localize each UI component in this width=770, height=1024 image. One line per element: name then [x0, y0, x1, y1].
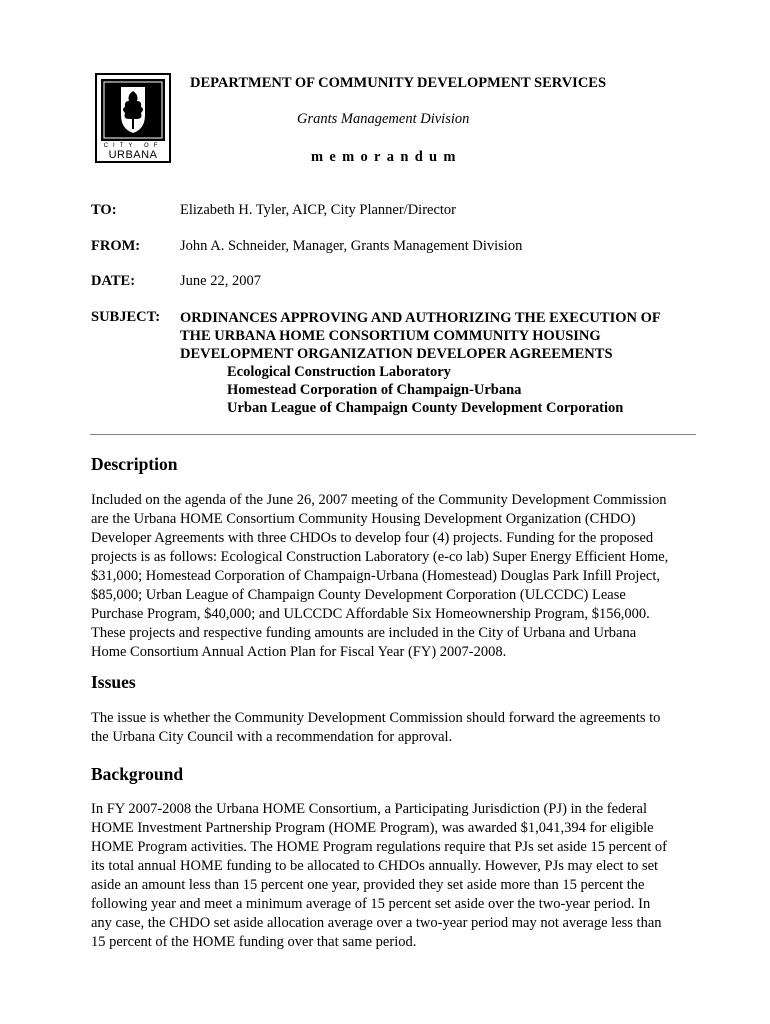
paragraph-line: Included on the agenda of the June 26, 2007 meeting of the Community Development Commission — [91, 492, 667, 508]
document-type: memorandum — [311, 149, 462, 165]
paragraph-line: $31,000; Homestead Corporation of Champaign-Urbana (Homestead) Douglas Park Infill Project, — [91, 568, 660, 584]
issues-paragraph — [91, 709, 660, 747]
paragraph-line: The issue is whether the Community Development Commission should forward the agreements to — [91, 710, 661, 726]
logo-urbana-text: URBANA — [108, 149, 158, 161]
issues-heading: Issues — [91, 672, 136, 692]
from-value: John A. Schneider, Manager, Grants Management Division — [180, 238, 523, 254]
paragraph-line: its total annual HOME funding to be allocated to CHDOs annually. However, PJs may elect to set — [91, 858, 659, 874]
horizontal-divider — [90, 434, 696, 435]
subject-line: DEVELOPMENT ORGANIZATION DEVELOPER AGREEMENTS — [180, 346, 613, 362]
paragraph-line: are the Urbana HOME Consortium Community Housing Development Organization (CHDO) — [91, 511, 636, 527]
paragraph-line: the Urbana City Council with a recommendation for approval. — [91, 729, 453, 745]
description-heading: Description — [91, 454, 178, 474]
subject-label: SUBJECT: — [91, 309, 161, 325]
paragraph-line: HOME Investment Partnership Program (HOME Program), was awarded $1,041,394 for eligible — [91, 820, 654, 836]
paragraph-line: following year and meet a minimum average of 15 percent set aside over the two-year period. In — [91, 896, 651, 912]
date-value: June 22, 2007 — [180, 273, 261, 289]
subject-item: Homestead Corporation of Champaign-Urbana — [227, 382, 522, 398]
paragraph-line: In FY 2007-2008 the Urbana HOME Consortium, a Participating Jurisdiction (PJ) in the federal — [91, 801, 648, 817]
paragraph-line: HOME Program activities. The HOME Program regulations require that PJs set aside 15 percent of — [91, 839, 667, 855]
paragraph-line: Purchase Program, $40,000; and ULCCDC Affordable Six Homeownership Program, $156,000. — [91, 606, 650, 622]
logo-city-text: CITY OF — [103, 143, 163, 149]
from-label: FROM: — [91, 238, 141, 254]
division-name: Grants Management Division — [297, 111, 470, 127]
paragraph-line: These projects and respective funding amounts are included in the City of Urbana and Urbana — [91, 625, 637, 641]
city-of-urbana-logo — [95, 73, 171, 163]
paragraph-line: Home Consortium Annual Action Plan for Fiscal Year (FY) 2007-2008. — [91, 644, 507, 660]
to-label: TO: — [91, 202, 117, 218]
subject-line: ORDINANCES APPROVING AND AUTHORIZING THE EXECUTION OF — [180, 310, 661, 326]
subject-item: Urban League of Champaign County Development Corporation — [227, 400, 624, 416]
paragraph-line: Developer Agreements with three CHDOs to develop four (4) projects. Funding for the proposed — [91, 530, 654, 546]
paragraph-line: $85,000; Urban League of Champaign County Development Corporation (ULCCDC) Lease — [91, 587, 626, 603]
date-label: DATE: — [91, 273, 136, 289]
paragraph-line: 15 percent of the HOME funding over that same period. — [91, 934, 417, 950]
to-value: Elizabeth H. Tyler, AICP, City Planner/Director — [180, 202, 457, 218]
paragraph-line: aside an amount less than 15 percent one year, provided they set aside more than 15 percent the — [91, 877, 645, 893]
background-heading: Background — [91, 764, 184, 784]
department-title: DEPARTMENT OF COMMUNITY DEVELOPMENT SERVICES — [190, 75, 607, 91]
description-paragraph — [91, 491, 668, 662]
paragraph-line: projects is as follows: Ecological Construction Laboratory (e-co lab) Super Energy Efficient Home, — [91, 549, 669, 565]
subject-line: THE URBANA HOME CONSORTIUM COMMUNITY HOUSING — [180, 328, 601, 344]
subject-item: Ecological Construction Laboratory — [227, 364, 451, 380]
background-paragraph — [91, 800, 667, 952]
subject-block — [180, 309, 661, 417]
leaf-emblem-icon — [101, 79, 165, 141]
paragraph-line: any case, the CHDO set aside allocation average over a two-year period may not average less than — [91, 915, 662, 931]
